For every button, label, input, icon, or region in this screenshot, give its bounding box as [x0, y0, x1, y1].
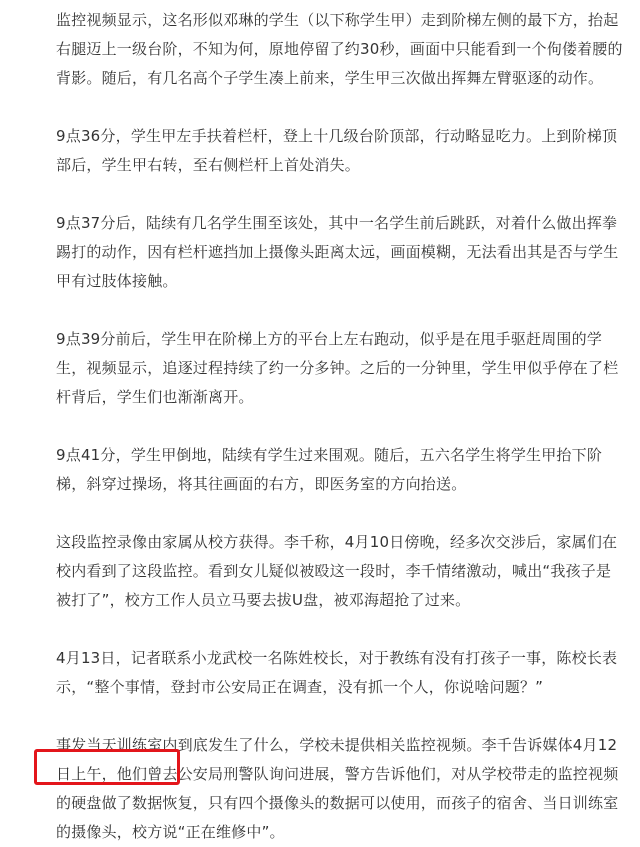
paragraph-3: 9点37分后，陆续有几名学生围至该处，其中一名学生前后跳跃，对着什么做出挥拳踢打的动作，因有栏杆遮挡加上摄像头距离太远，画面模糊，无法看出其是否与学生甲有过肢体接触。	[56, 214, 619, 290]
red-highlight-box	[34, 749, 180, 785]
paragraph-7: 4月13日，记者联系小龙武校一名陈姓校长，对于教练有没有打孩子一事，陈校长表示，“整个事情，登封市公安局正在调查，没有抓一个人，你说啥问题？”	[56, 649, 618, 696]
paragraph-5: 9点41分，学生甲倒地，陆续有学生过来围观。随后，五六名学生将学生甲抬下阶梯，斜穿过操场，将其往画面的右方，即医务室的方向抬送。	[56, 446, 603, 493]
article-body	[56, 6, 624, 847]
paragraph-2: 9点36分，学生甲左手扶着栏杆，登上十几级台阶顶部，行动略显吃力。上到阶梯顶部后，学生甲右转，至右侧栏杆上首处消失。	[56, 127, 618, 174]
paragraph-8: 事发当天训练室内到底发生了什么，学校未提供相关监控视频。李千告诉媒体4月12日上午，他们曾去公安局刑警队询问进展，警方告诉他们，对从学校带走的监控视频的硬盘做了数据恢复，只有四个摄像头的数据可以使用，而孩子的宿舍、当日训练室的摄像头，校方说“正在维修中”。	[56, 736, 619, 841]
paragraph-1: 监控视频显示，这名形似邓琳的学生（以下称学生甲）走到阶梯左侧的最下方，抬起右腿迈上一级台阶，不知为何，原地停留了约30秒，画面中只能看到一个佝偻着腰的背影。随后，有几名高个子学生凑上前来，学生甲三次做出挥舞左臂驱逐的动作。	[56, 11, 623, 87]
paragraph-6: 这段监控录像由家属从校方获得。李千称，4月10日傍晚，经多次交涉后，家属们在校内看到了这段监控。看到女儿疑似被殴这一段时，李千情绪激动，喊出“我孩子是被打了”，校方工作人员立马要去拔U盘，被邓海超抢了过来。	[56, 533, 618, 609]
paragraph-4: 9点39分前后，学生甲在阶梯上方的平台上左右跑动，似乎是在甩手驱赶周围的学生，视频显示，追逐过程持续了约一分多钟。之后的一分钟里，学生甲似乎停在了栏杆背后，学生们也渐渐离开。	[56, 330, 619, 406]
